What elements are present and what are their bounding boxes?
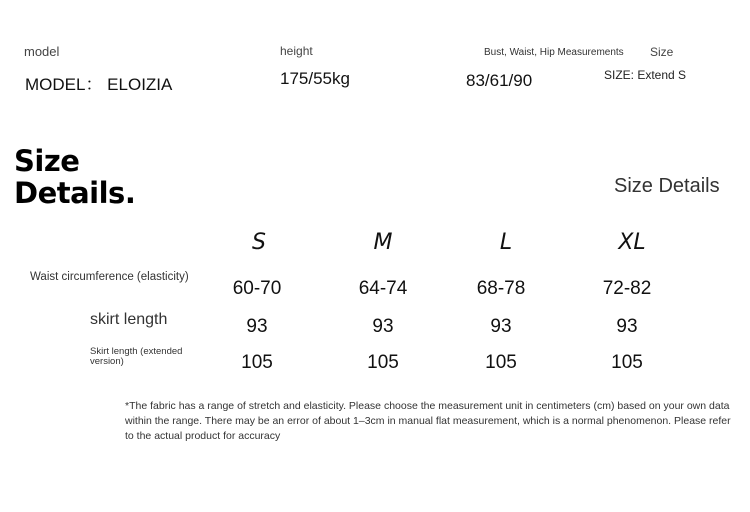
cell-waist-s: 60-70 [232, 278, 282, 299]
size-header-l: L [499, 230, 513, 255]
size-details-title [14, 145, 135, 209]
cell-ext-xl: 105 [611, 352, 643, 373]
row-label-waist: Waist circumference (elasticity) [30, 271, 189, 283]
size-header-m: M [373, 230, 393, 255]
title-line-1: Size [14, 144, 80, 178]
size-value: SIZE: Extend S [604, 68, 687, 82]
title-line-2: Details. [14, 176, 136, 210]
row-label-skirt-length: skirt length [90, 311, 168, 328]
cell-ext-s: 105 [241, 352, 273, 373]
measurements-label: Bust, Waist, Hip Measurements [484, 47, 624, 58]
cell-waist-m: 64-74 [358, 278, 408, 299]
cell-length-m: 93 [372, 316, 394, 337]
height-value: 175/55kg [280, 69, 350, 88]
height-label: height [280, 44, 313, 58]
cell-ext-m: 105 [367, 352, 399, 373]
size-header-s: S [252, 230, 266, 255]
cell-length-s: 93 [246, 316, 268, 337]
model-label: model [24, 44, 60, 59]
size-header-xl: XL [618, 230, 646, 255]
cell-waist-l: 68-78 [476, 278, 526, 299]
size-details-side-title: Size Details [614, 175, 720, 197]
cell-length-xl: 93 [616, 316, 638, 337]
cell-length-l: 93 [490, 316, 512, 337]
cell-waist-xl: 72-82 [602, 278, 652, 299]
model-value: MODEL： ELOIZIA [25, 75, 173, 94]
row-label-skirt-length-extended: Skirt length (extended version) [90, 346, 183, 367]
measurements-value: 83/61/90 [466, 71, 533, 90]
size-label: Size [650, 45, 674, 59]
fabric-note: *The fabric has a range of stretch and elasticity. Please choose the measurement unit in centimeters (cm) based on your own data within the range. There may be an error of about 1–3cm in manual flat measurement, which is a normal phenomenon. Please refer to the actual product for accuracy [125, 400, 731, 442]
cell-ext-l: 105 [485, 352, 517, 373]
